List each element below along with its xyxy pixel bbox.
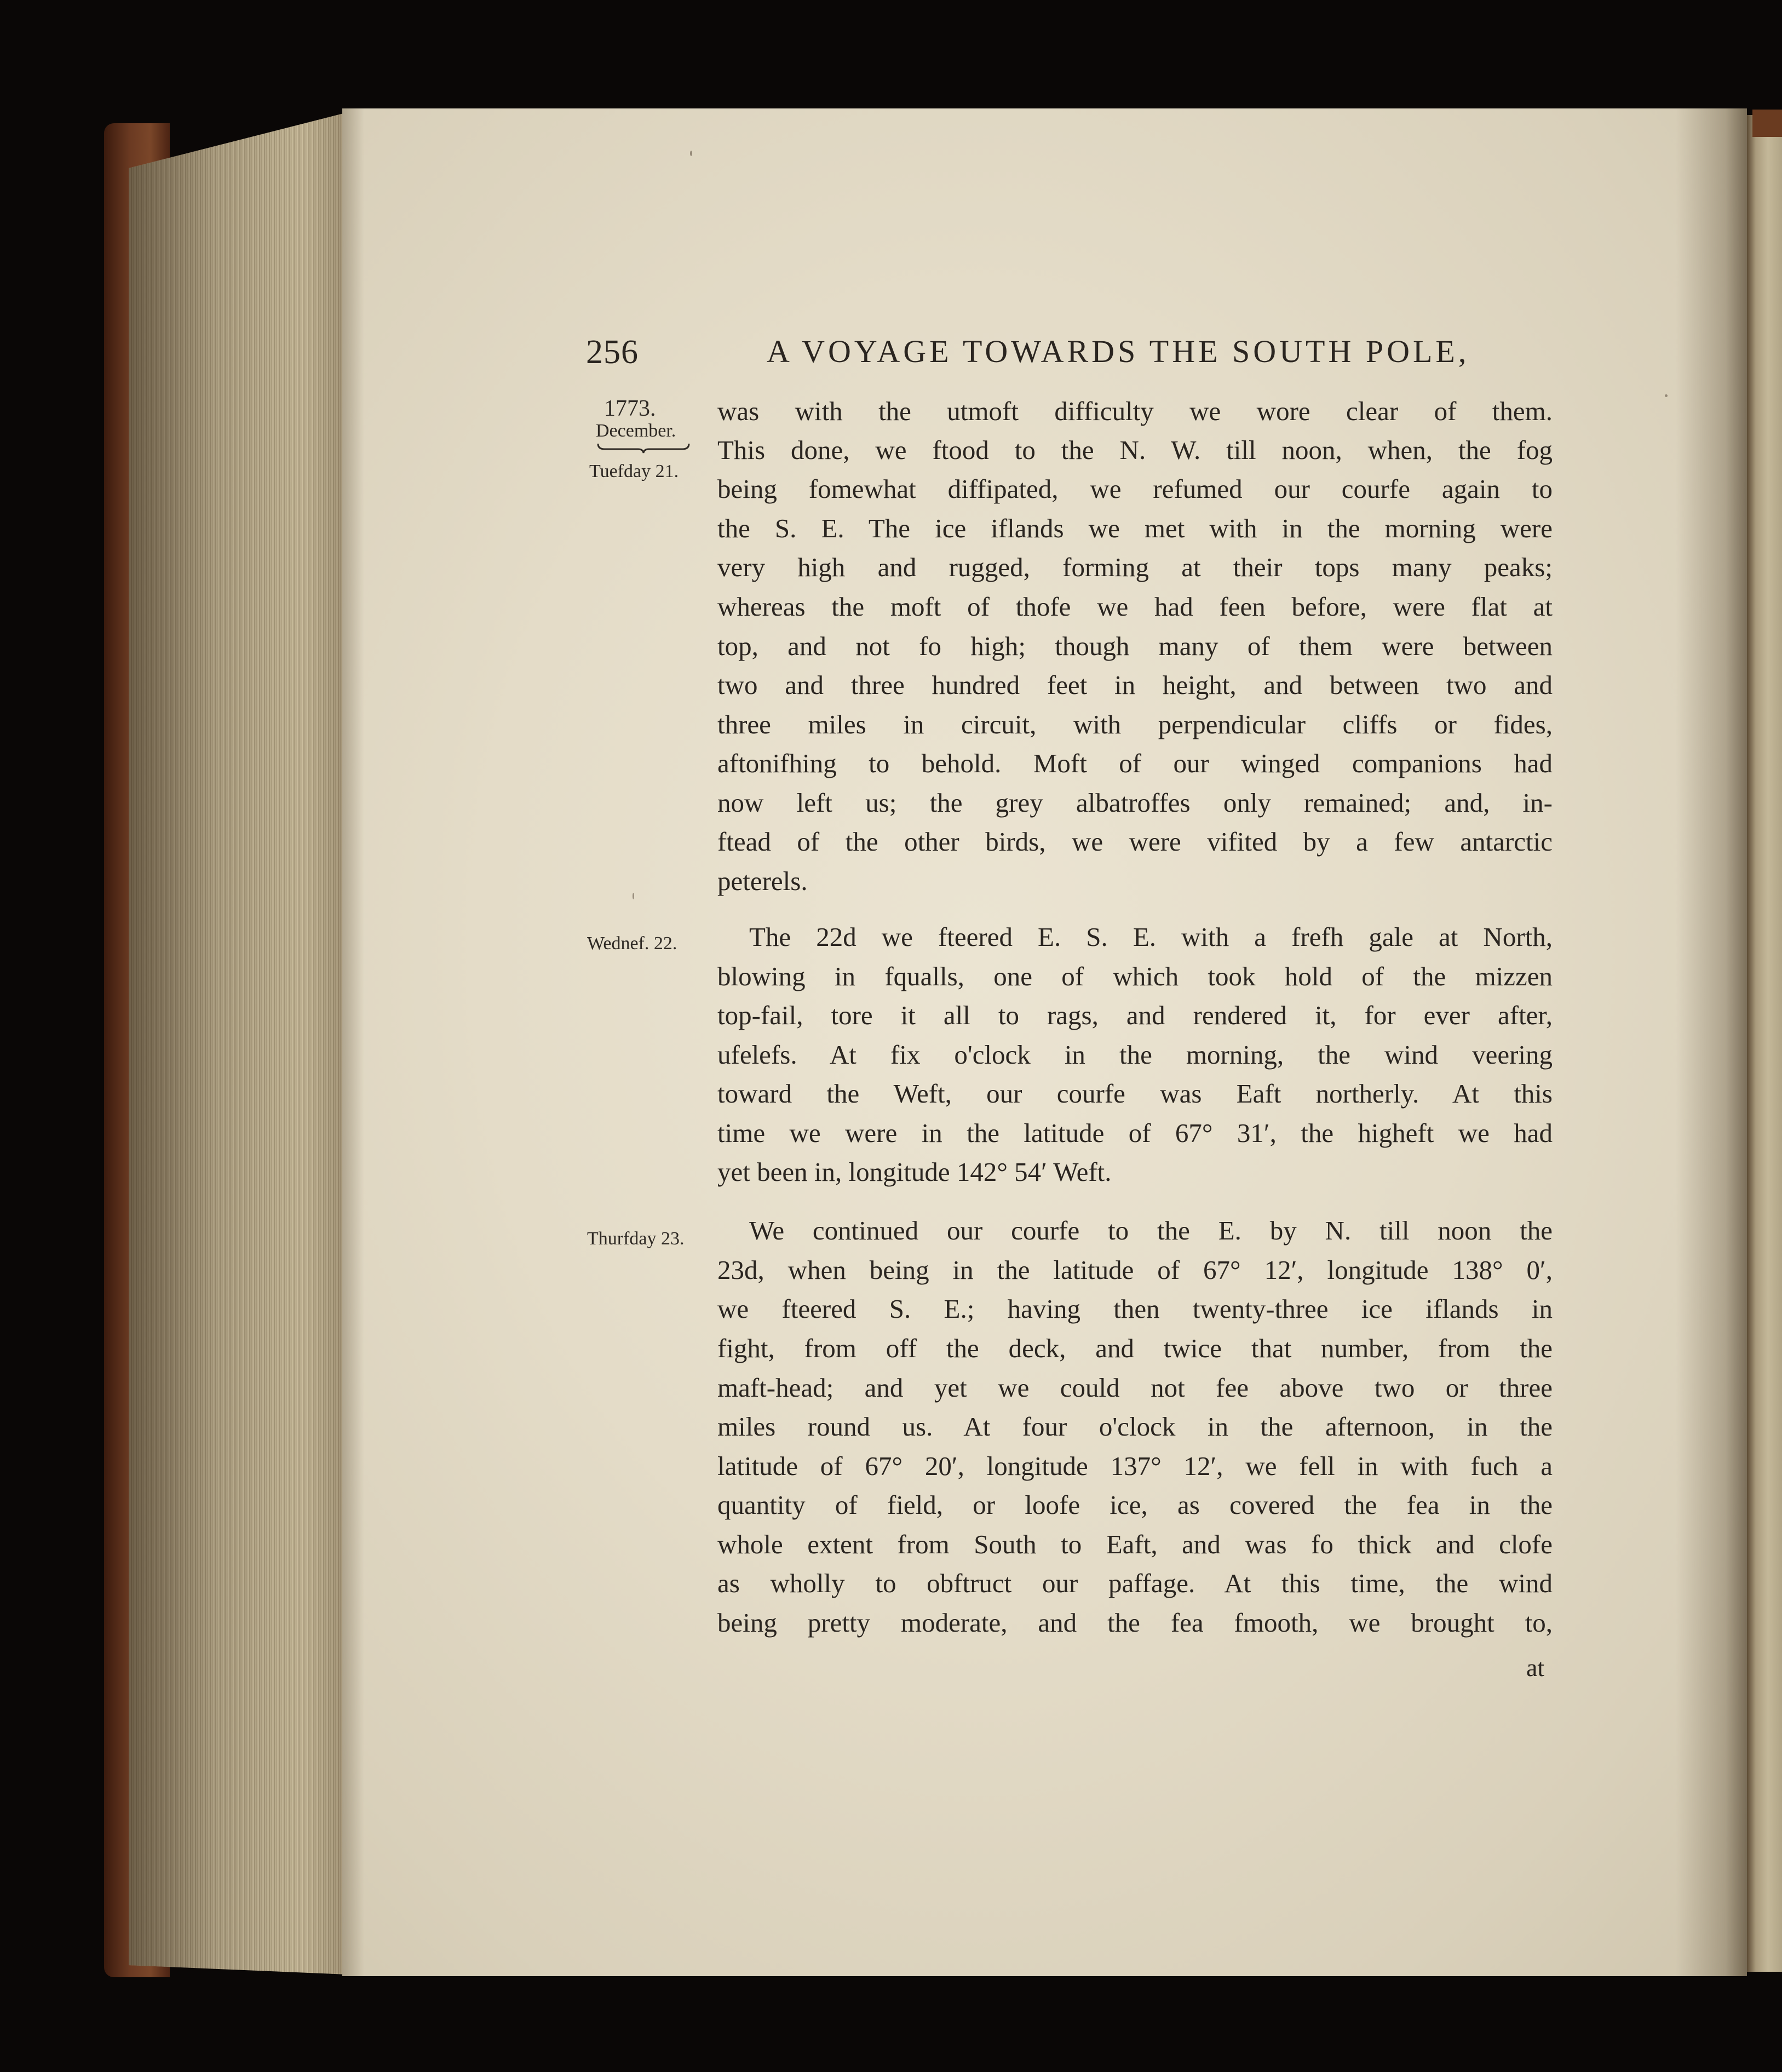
margin-year: 1773. xyxy=(604,396,656,421)
catchword: at xyxy=(1526,1654,1545,1681)
text-line: top, and not fo high; though many of them were between xyxy=(717,631,1553,661)
text-line: was with the utmoft difficulty we wore clear of them. xyxy=(717,396,1553,426)
text-line: blowing in fqualls, one of which took hold of the mizzen xyxy=(717,961,1553,991)
text-line: This done, we ftood to the N. W. till noon, when, the fog xyxy=(717,435,1553,465)
text-line: aftonifhing to behold. Moft of our winged companions had xyxy=(717,748,1553,778)
facing-cover-corner xyxy=(1752,110,1782,137)
paper-speck xyxy=(690,151,692,156)
text-line: being fomewhat diffipated, we refumed our courfe again to xyxy=(717,474,1553,504)
text-line: top-fail, tore it all to rags, and rendered it, for ever after, xyxy=(717,1000,1553,1030)
text-line: we fteered S. E.; having then twenty-three ice iflands in xyxy=(717,1294,1553,1324)
text-line: time we were in the latitude of 67° 31′, the higheft we had xyxy=(717,1118,1553,1148)
paper-speck xyxy=(1665,394,1668,397)
text-line: ftead of the other birds, we were vifited by a few antarctic xyxy=(717,826,1553,857)
text-line: 23d, when being in the latitude of 67° 12′, longitude 138° 0′, xyxy=(717,1255,1553,1285)
margin-month: December. xyxy=(596,421,676,441)
text-line: three miles in circuit, with perpendicular cliffs or fides, xyxy=(717,709,1553,739)
text-line: We continued our courfe to the E. by N. till noon the xyxy=(749,1215,1553,1246)
margin-date-thursday: Thurfday 23. xyxy=(587,1229,685,1249)
text-line: whole extent from South to Eaft, and was fo thick and clofe xyxy=(717,1529,1553,1559)
text-line: as wholly to obftruct our paffage. At this time, the wind xyxy=(717,1568,1553,1598)
text-line: peterels. xyxy=(717,866,808,896)
page-edge-shadow xyxy=(1676,108,1747,1976)
text-line: yet been in, longitude 142° 54′ Weft. xyxy=(717,1157,1112,1187)
text-line: quantity of field, or loofe ice, as covered the fea in the xyxy=(717,1490,1553,1520)
margin-date-tuesday: Tuefday 21. xyxy=(589,461,679,481)
facing-page-edge xyxy=(1747,115,1782,1972)
text-line: the S. E. The ice iflands we met with in the morning were xyxy=(717,513,1553,543)
text-line: being pretty moderate, and the fea fmooth, we brought to, xyxy=(717,1608,1553,1638)
page-edges-shade xyxy=(129,112,348,1975)
paper-speck xyxy=(633,893,634,899)
page-gutter-shadow xyxy=(342,108,364,1976)
text-line: very high and rugged, forming at their tops many peaks; xyxy=(717,552,1553,582)
text-line: toward the Weft, our courfe was Eaft northerly. At this xyxy=(717,1078,1553,1109)
text-line: ufelefs. At fix o'clock in the morning, the wind veering xyxy=(717,1040,1553,1070)
page-header xyxy=(586,333,1555,377)
text-line: latitude of 67° 20′, longitude 137° 12′, we fell in with fuch a xyxy=(717,1451,1553,1481)
margin-date-wednesday: Wednef. 22. xyxy=(587,933,677,954)
text-line: whereas the moft of thofe we had feen before, were flat at xyxy=(717,592,1553,622)
text-line: The 22d we fteered E. S. E. with a frefh gale at North, xyxy=(749,922,1553,952)
text-line: two and three hundred feet in height, and between two and xyxy=(717,670,1553,700)
text-line: maft-head; and yet we could not fee above two or three xyxy=(717,1373,1553,1403)
running-head: A VOYAGE TOWARDS THE SOUTH POLE, xyxy=(767,334,1470,369)
text-line: now left us; the grey albatroffes only remained; and, in- xyxy=(717,788,1553,818)
text-line: fight, from off the deck, and twice that number, from the xyxy=(717,1333,1553,1363)
brace-ornament xyxy=(597,443,690,454)
page-number: 256 xyxy=(586,334,639,371)
text-line: miles round us. At four o'clock in the afternoon, in the xyxy=(717,1411,1553,1442)
